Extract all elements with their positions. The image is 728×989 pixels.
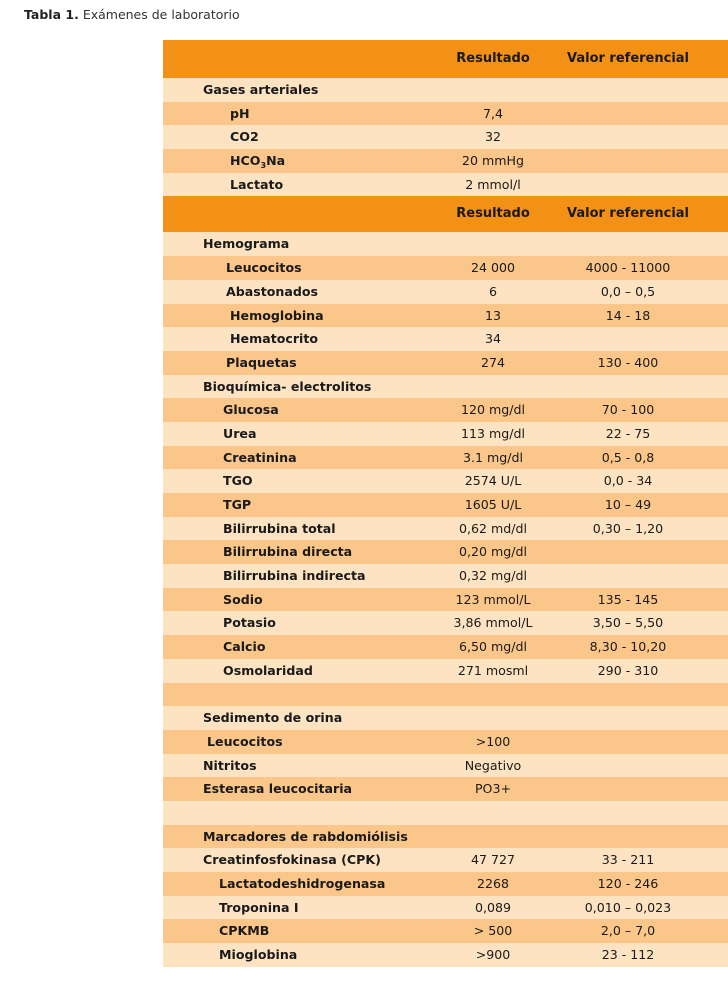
header-2-reference: Valor referencial	[566, 206, 690, 222]
table-row	[163, 706, 728, 730]
gas-name-hco3-sub: 3	[260, 161, 267, 171]
row-reference: 10 – 49	[604, 497, 652, 512]
row-reference: 8,30 - 10,20	[589, 639, 667, 655]
row-reference: 3,50 – 5,50	[592, 615, 664, 631]
gas-row-co2	[163, 125, 728, 149]
table-row	[163, 327, 728, 351]
row-name: Troponina I	[219, 899, 299, 915]
row-result: >900	[475, 947, 511, 963]
table-row	[163, 825, 728, 849]
row-result: 0,089	[474, 899, 512, 915]
table-row	[163, 683, 728, 707]
table-header-2	[163, 196, 728, 232]
row-name: Nitritos	[203, 757, 257, 773]
row-reference: 120 - 246	[597, 876, 659, 891]
row-name: Potasio	[223, 615, 276, 631]
lab-results-table	[163, 40, 728, 967]
row-reference: 4000 - 11000	[585, 260, 671, 276]
row-result: 120 mg/dl	[460, 402, 526, 418]
row-result: 24 000	[470, 260, 516, 276]
row-name: Osmolaridad	[223, 662, 313, 678]
row-result: 47 727	[470, 852, 516, 868]
row-name: Hematocrito	[230, 331, 319, 347]
table-row	[163, 635, 728, 659]
table-row	[163, 493, 728, 517]
row-name: Marcadores de rabdomiólisis	[203, 828, 408, 844]
gas-name-hco3-a: HCO	[230, 153, 261, 169]
row-name: TGP	[223, 497, 252, 512]
table-row	[163, 588, 728, 612]
table-row	[163, 754, 728, 778]
row-result: 13	[484, 307, 502, 323]
table-row	[163, 943, 728, 967]
row-result: 3,86 mmol/L	[453, 615, 533, 631]
table-row	[163, 801, 728, 825]
row-result: 113 mg/dl	[460, 425, 526, 441]
row-result: 6,50 mg/dl	[458, 639, 528, 655]
row-reference: 23 - 112	[601, 947, 655, 963]
table-row	[163, 872, 728, 896]
row-name: Leucocitos	[207, 733, 283, 749]
row-result: PO3+	[474, 781, 512, 797]
table-row	[163, 730, 728, 754]
row-result: Negativo	[464, 757, 522, 773]
table-body	[163, 232, 728, 966]
row-reference: 2,0 – 7,0	[600, 923, 656, 939]
row-name: Plaquetas	[226, 354, 297, 370]
row-name: Creatinina	[223, 449, 297, 465]
gas-section-title: Gases arteriales	[203, 82, 319, 97]
gas-section-title-row	[163, 78, 728, 102]
table-row	[163, 540, 728, 564]
row-result: 1605 U/L	[464, 497, 522, 512]
row-reference: 0,30 – 1,20	[592, 520, 664, 536]
header-reference: Valor referencial	[566, 51, 690, 66]
gas-row-hco3	[163, 149, 728, 173]
row-reference: 0,010 – 0,023	[584, 899, 672, 915]
table-caption	[24, 7, 240, 22]
row-name: Sedimento de orina	[203, 710, 343, 726]
row-name: Sodio	[223, 591, 263, 607]
row-name: Esterasa leucocitaria	[203, 781, 353, 797]
row-name: Urea	[223, 425, 257, 441]
row-name: Bilirrubina total	[223, 520, 336, 536]
row-result: 123 mmol/L	[455, 591, 531, 607]
row-reference: 0,0 – 0,5	[600, 283, 656, 299]
gas-name-hco3-b: Na	[266, 153, 286, 169]
row-result: 3.1 mg/dl	[462, 449, 524, 465]
row-result: > 500	[473, 923, 513, 939]
table-row	[163, 256, 728, 280]
row-reference: 290 - 310	[597, 662, 659, 678]
row-result: 2268	[476, 876, 510, 891]
table-row	[163, 446, 728, 470]
row-name: Bilirrubina indirecta	[223, 568, 366, 584]
table-row	[163, 777, 728, 801]
gas-result-ph: 7,4	[482, 105, 504, 121]
row-name: Hemograma	[203, 236, 290, 252]
gas-name-co2: CO2	[230, 129, 259, 145]
row-name: Lactatodeshidrogenasa	[219, 876, 386, 891]
row-result: >100	[475, 733, 511, 749]
gas-result-co2: 32	[484, 129, 502, 145]
row-name: Bioquímica- electrolitos	[203, 378, 372, 394]
row-name: TGO	[223, 473, 253, 489]
row-reference: 0,5 - 0,8	[601, 449, 655, 465]
table-row	[163, 232, 728, 256]
table-row	[163, 351, 728, 375]
row-reference: 33 - 211	[601, 852, 655, 868]
row-result: 0,32 mg/dl	[458, 568, 528, 584]
row-result: 2574 U/L	[464, 473, 522, 489]
row-name: Bilirrubina directa	[223, 544, 353, 560]
table-row	[163, 469, 728, 493]
row-reference: 22 - 75	[605, 425, 651, 441]
table-row	[163, 375, 728, 399]
table-row	[163, 848, 728, 872]
gas-result-lactate: 2 mmol/l	[465, 176, 521, 192]
gas-row-lactate	[163, 173, 728, 197]
row-name: Creatinfosfokinasa (CPK)	[203, 852, 381, 868]
table-caption-text: Exámenes de laboratorio	[82, 7, 240, 22]
row-reference: 135 - 145	[597, 591, 659, 607]
table-row	[163, 398, 728, 422]
gas-name-lactate: Lactato	[230, 176, 284, 192]
table-row	[163, 564, 728, 588]
header-2-result: Resultado	[456, 206, 530, 222]
row-name: Abastonados	[226, 283, 319, 299]
table-row	[163, 611, 728, 635]
row-name: Hemoglobina	[230, 307, 324, 323]
row-reference: 0,0 - 34	[603, 473, 653, 489]
gas-result-hco3: 20 mmHg	[461, 153, 525, 169]
table-row	[163, 896, 728, 920]
row-name: Leucocitos	[226, 260, 302, 276]
row-result: 271 mosml	[457, 662, 529, 678]
row-reference: 130 - 400	[597, 354, 659, 370]
row-reference: 70 - 100	[601, 402, 655, 418]
row-result: 0,20 mg/dl	[458, 544, 528, 560]
row-reference: 14 - 18	[605, 307, 651, 323]
row-result: 34	[484, 331, 502, 347]
table-row	[163, 422, 728, 446]
row-result: 6	[488, 283, 497, 299]
table-row	[163, 517, 728, 541]
table-row	[163, 919, 728, 943]
gas-name-ph: pH	[230, 105, 250, 121]
row-result: 274	[480, 354, 506, 370]
table-row	[163, 659, 728, 683]
row-name: Glucosa	[223, 402, 279, 418]
table-header	[163, 40, 728, 78]
header-result: Resultado	[456, 51, 530, 66]
gas-row-ph	[163, 102, 728, 126]
row-result: 0,62 md/dl	[458, 520, 528, 536]
table-row	[163, 304, 728, 328]
table-row	[163, 280, 728, 304]
row-name: CPKMB	[219, 923, 270, 939]
row-name: Mioglobina	[219, 947, 298, 963]
table-caption-label: Tabla 1.	[24, 7, 79, 22]
row-name: Calcio	[223, 639, 266, 655]
